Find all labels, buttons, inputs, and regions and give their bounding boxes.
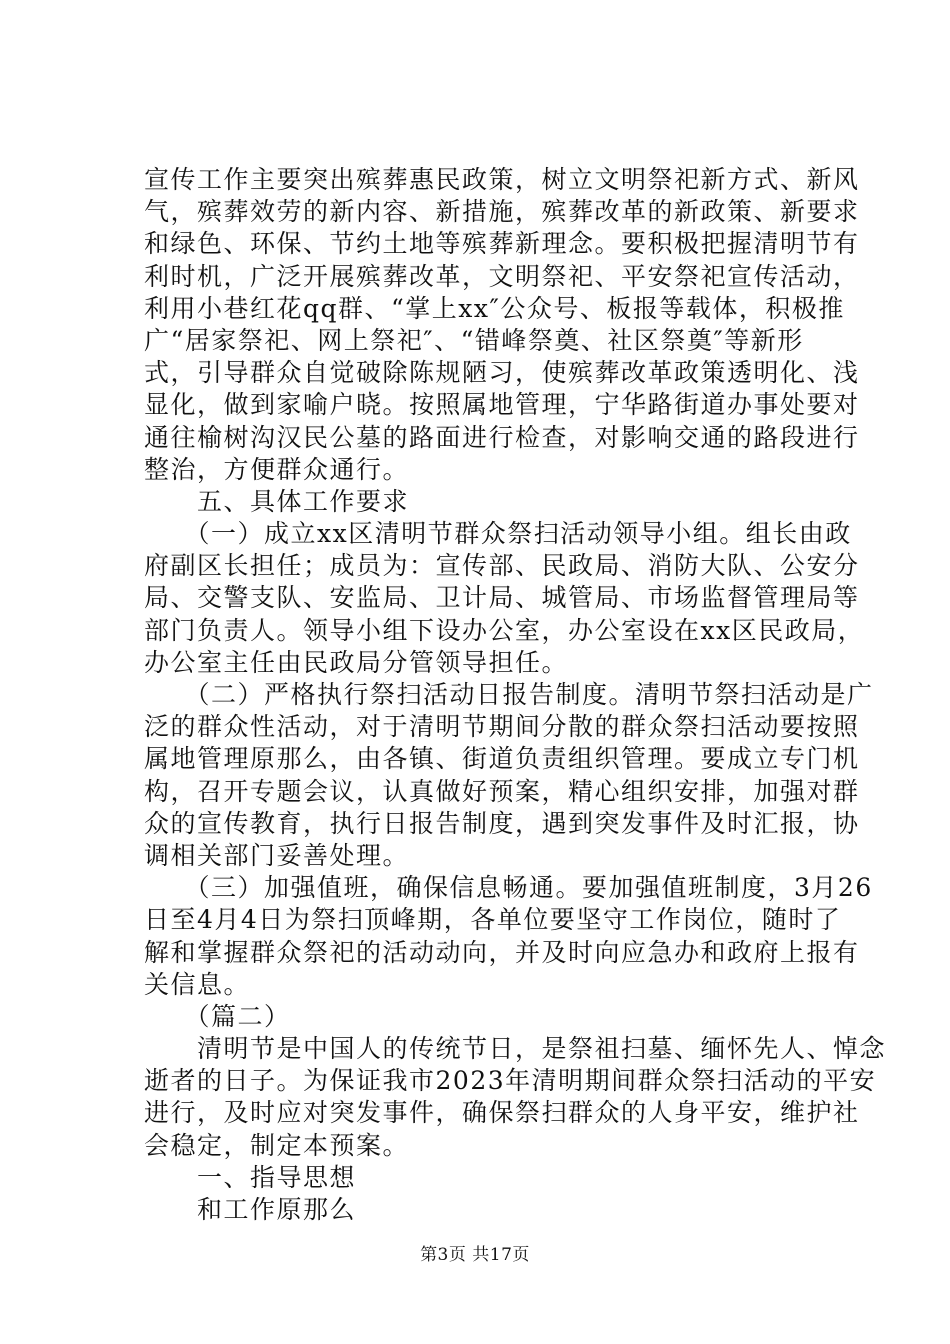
- text-line: 泛的群众性活动，对于清明节期间分散的群众祭扫活动要按照: [144, 712, 860, 742]
- text-line: 办公室主任由民政局分管领导担任。: [144, 647, 569, 677]
- text-line: 宣传工作主要突出殡葬惠民政策，树立文明祭祀新方式、新风: [144, 165, 860, 194]
- text-line: 日至4月4日为祭扫顶峰期，各单位要坚守工作岗位，随时了: [144, 905, 842, 935]
- text-line: 部门负责人。领导小组下设办公室，办公室设在xx区民政局，: [144, 615, 865, 645]
- text-line: 整治，方便群众通行。: [144, 454, 410, 484]
- text-line: 清明节是中国人的传统节日，是祭祖扫墓、缅怀先人、悼念: [144, 1034, 887, 1064]
- text-line: 关信息。: [144, 969, 251, 999]
- text-line: 进行，及时应对突发事件，确保祭扫群众的人身平安，维护社: [144, 1098, 860, 1128]
- text-line: 属地管理原那么，由各镇、街道负责组织管理。要成立专门机: [144, 744, 860, 774]
- page-number-footer: 第3页 共17页: [420, 1245, 530, 1265]
- text-line: （二）严格执行祭扫活动日报告制度。清明节祭扫活动是广: [144, 680, 874, 709]
- text-line: 众的宣传教育，执行日报告制度，遇到突发事件及时汇报，协: [144, 808, 860, 838]
- text-line: 会稳定，制定本预案。: [144, 1130, 410, 1160]
- text-line: （三）加强值班，确保信息畅通。要加强值班制度，3月26: [144, 873, 873, 903]
- section-heading: （篇二）: [144, 1001, 291, 1031]
- section-heading: 五、具体工作要求: [144, 486, 410, 516]
- text-line: 局、交警支队、安监局、卫计局、城管局、市场监督管理局等: [144, 583, 860, 613]
- text-line: 解和掌握群众祭祀的活动动向，并及时向应急办和政府上报有: [144, 937, 860, 967]
- text-line: 和工作原那么: [144, 1195, 357, 1224]
- text-line: （一）成立xx区清明节群众祭扫活动领导小组。组长由政: [144, 519, 852, 549]
- text-line: 广“居家祭祀、网上祭祀″、“错峰祭奠、社区祭奠″等新形: [144, 325, 804, 355]
- text-line: 气，殡葬效劳的新内容、新措施，殡葬改革的新政策、新要求: [144, 197, 860, 227]
- text-line: 利用小巷红花qq群、“掌上xx″公众号、板报等载体，积极推: [144, 293, 845, 323]
- text-line: 府副区长担任；成员为：宣传部、民政局、消防大队、公安分: [144, 551, 860, 581]
- text-line: 式，引导群众自觉破除陈规陋习，使殡葬改革政策透明化、浅: [144, 358, 860, 388]
- text-line: 通往榆树沟汉民公墓的路面进行检查，对影响交通的路段进行: [144, 422, 860, 452]
- text-line: 利时机，广泛开展殡葬改革，文明祭祀、平安祭祀宣传活动，: [144, 261, 860, 291]
- document-body: [144, 164, 887, 1226]
- section-heading: 一、指导思想: [144, 1162, 357, 1192]
- text-line: 逝者的日子。为保证我市2023年清明期间群众祭扫活动的平安: [144, 1066, 877, 1096]
- text-line: 构，召开专题会议，认真做好预案，精心组织安排，加强对群: [144, 776, 860, 806]
- text-line: 显化，做到家喻户晓。按照属地管理，宁华路街道办事处要对: [144, 390, 860, 420]
- text-line: 调相关部门妥善处理。: [144, 840, 410, 870]
- text-line: 和绿色、环保、节约土地等殡葬新理念。要积极把握清明节有: [144, 229, 860, 259]
